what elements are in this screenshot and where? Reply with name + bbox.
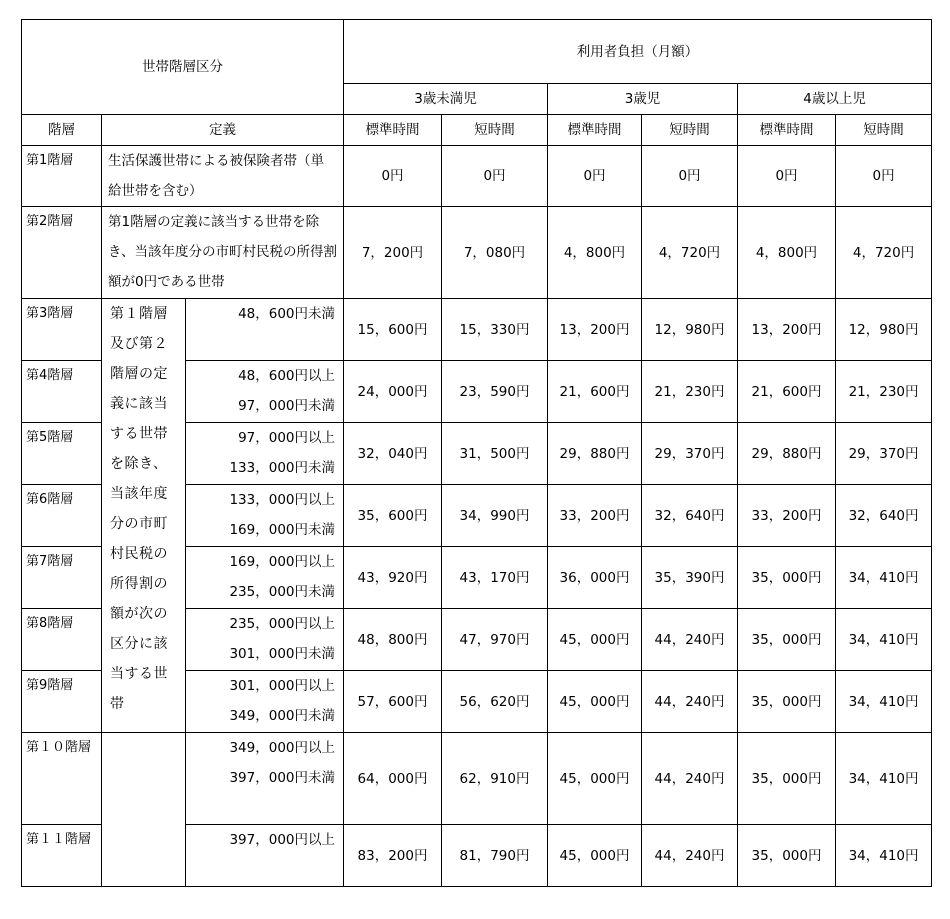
level-cell: 第6階層	[22, 485, 102, 547]
table-row	[22, 207, 932, 299]
level-cell: 第9階層	[22, 671, 102, 733]
fee-cell: 34，990円	[442, 485, 548, 547]
fee-cell: 21，230円	[642, 361, 738, 423]
level-cell: 第3階層	[22, 299, 102, 361]
fee-cell: 33，200円	[548, 485, 642, 547]
fee-cell: 13，200円	[548, 299, 642, 361]
fee-cell: 35，390円	[642, 547, 738, 609]
short-time-header: 短時間	[442, 115, 548, 146]
fee-cell: 83，200円	[344, 825, 442, 887]
fee-cell: 15，330円	[442, 299, 548, 361]
table-row	[22, 733, 932, 825]
merged-definition-blank	[102, 733, 186, 887]
fee-cell: 64，000円	[344, 733, 442, 825]
fee-cell: 4，800円	[548, 207, 642, 299]
age-4plus-header: 4歳以上児	[738, 84, 932, 115]
fee-cell: 34，410円	[836, 671, 932, 733]
fee-cell: 35，000円	[738, 671, 836, 733]
level-cell: 第1階層	[22, 146, 102, 207]
level-cell: 第4階層	[22, 361, 102, 423]
household-class-header: 世帯階層区分	[22, 20, 344, 115]
fee-cell: 29，880円	[738, 423, 836, 485]
age-under3-header: 3歳未満児	[344, 84, 548, 115]
fee-cell: 0円	[836, 146, 932, 207]
standard-time-header: 標準時間	[738, 115, 836, 146]
fee-cell: 31，500円	[442, 423, 548, 485]
fee-cell: 57，600円	[344, 671, 442, 733]
fee-cell: 43，920円	[344, 547, 442, 609]
fee-cell: 7，200円	[344, 207, 442, 299]
fee-cell: 45，000円	[548, 609, 642, 671]
fee-cell: 44，240円	[642, 609, 738, 671]
fee-cell: 15，600円	[344, 299, 442, 361]
fee-cell: 21，600円	[548, 361, 642, 423]
fee-cell: 32，640円	[642, 485, 738, 547]
fee-cell: 0円	[442, 146, 548, 207]
fee-cell: 4，800円	[738, 207, 836, 299]
fee-cell: 62，910円	[442, 733, 548, 825]
fee-cell: 47，970円	[442, 609, 548, 671]
level-cell: 第8階層	[22, 609, 102, 671]
fee-cell: 34，410円	[836, 547, 932, 609]
level-cell: 第5階層	[22, 423, 102, 485]
fee-cell: 29，370円	[836, 423, 932, 485]
fee-cell: 29，370円	[642, 423, 738, 485]
fee-cell: 44，240円	[642, 825, 738, 887]
income-range-cell: 97，000円以上 133，000円未満	[186, 423, 344, 485]
fee-cell: 21，230円	[836, 361, 932, 423]
short-time-header: 短時間	[836, 115, 932, 146]
fee-cell: 44，240円	[642, 733, 738, 825]
income-range-cell: 301，000円以上 349，000円未満	[186, 671, 344, 733]
fee-cell: 0円	[344, 146, 442, 207]
level-cell: 第7階層	[22, 547, 102, 609]
fee-cell: 35，000円	[738, 825, 836, 887]
fee-cell: 21，600円	[738, 361, 836, 423]
age-3-header: 3歳児	[548, 84, 738, 115]
fee-cell: 45，000円	[548, 671, 642, 733]
fee-cell: 35，000円	[738, 547, 836, 609]
fee-cell: 0円	[642, 146, 738, 207]
fee-cell: 0円	[548, 146, 642, 207]
level-cell: 第１１階層	[22, 825, 102, 887]
definition-col-header: 定義	[102, 115, 344, 146]
merged-definition-cell: 第１階層及び第２階層の定義に該当する世帯を除き、当該年度分の市町村民税の所得割の額が次の区分に該当する世帯	[102, 299, 186, 733]
income-range-cell: 397，000円以上	[186, 825, 344, 887]
fee-cell: 35，000円	[738, 609, 836, 671]
fee-cell: 43，170円	[442, 547, 548, 609]
burden-header: 利用者負担（月額）	[344, 20, 932, 84]
income-range-cell: 48，600円未満	[186, 299, 344, 361]
fee-cell: 56，620円	[442, 671, 548, 733]
fee-cell: 33，200円	[738, 485, 836, 547]
fee-table	[21, 19, 932, 887]
level-cell: 第2階層	[22, 207, 102, 299]
fee-cell: 44，240円	[642, 671, 738, 733]
fee-cell: 48，800円	[344, 609, 442, 671]
fee-cell: 12，980円	[642, 299, 738, 361]
short-time-header: 短時間	[642, 115, 738, 146]
fee-cell: 35，000円	[738, 733, 836, 825]
definition-cell: 第1階層の定義に該当する世帯を除き、当該年度分の市町村民税の所得割額が0円である世帯	[102, 207, 344, 299]
income-range-cell: 169，000円以上 235，000円未満	[186, 547, 344, 609]
fee-cell: 34，410円	[836, 825, 932, 887]
standard-time-header: 標準時間	[548, 115, 642, 146]
fee-cell: 34，410円	[836, 733, 932, 825]
fee-cell: 12，980円	[836, 299, 932, 361]
income-range-cell: 235，000円以上 301，000円未満	[186, 609, 344, 671]
fee-cell: 23，590円	[442, 361, 548, 423]
definition-cell: 生活保護世帯による被保険者帯（単給世帯を含む）	[102, 146, 344, 207]
level-cell: 第１０階層	[22, 733, 102, 825]
fee-cell: 45，000円	[548, 825, 642, 887]
fee-cell: 32，040円	[344, 423, 442, 485]
fee-cell: 7，080円	[442, 207, 548, 299]
level-col-header: 階層	[22, 115, 102, 146]
fee-cell: 36，000円	[548, 547, 642, 609]
fee-cell: 24，000円	[344, 361, 442, 423]
fee-cell: 45，000円	[548, 733, 642, 825]
fee-cell: 4，720円	[642, 207, 738, 299]
income-range-cell: 48，600円以上 97，000円未満	[186, 361, 344, 423]
income-range-cell: 133，000円以上 169，000円未満	[186, 485, 344, 547]
fee-cell: 81，790円	[442, 825, 548, 887]
fee-cell: 34，410円	[836, 609, 932, 671]
income-range-cell: 349，000円以上 397，000円未満	[186, 733, 344, 825]
fee-cell: 0円	[738, 146, 836, 207]
fee-cell: 13，200円	[738, 299, 836, 361]
fee-cell: 32，640円	[836, 485, 932, 547]
table-row	[22, 146, 932, 207]
table-row	[22, 299, 932, 361]
fee-cell: 29，880円	[548, 423, 642, 485]
fee-cell: 4，720円	[836, 207, 932, 299]
standard-time-header: 標準時間	[344, 115, 442, 146]
fee-cell: 35，600円	[344, 485, 442, 547]
